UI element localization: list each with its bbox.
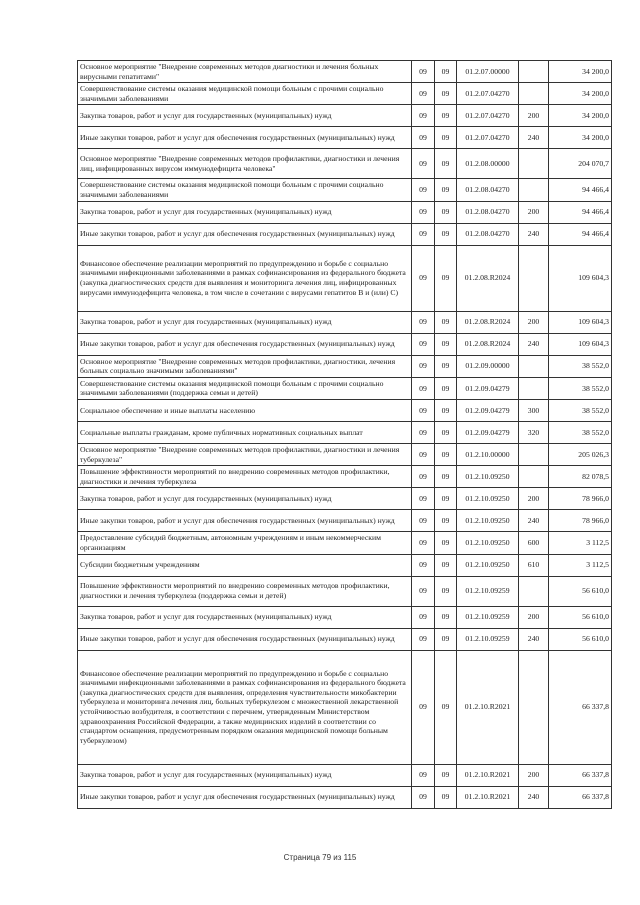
subsection-code-cell: 09 xyxy=(435,83,457,105)
expense-type-cell: 200 xyxy=(519,105,549,127)
table-row xyxy=(78,355,612,377)
subsection-code-cell: 09 xyxy=(435,554,457,576)
expense-name-cell: Совершенствование системы оказания медицинской помощи больным с прочими социально значимыми заболеваниями (поддержка семьи и детей) xyxy=(78,377,412,399)
table-row xyxy=(78,83,612,105)
subsection-code-cell: 09 xyxy=(435,127,457,149)
target-article-cell: 01.2.07.00000 xyxy=(457,61,519,83)
subsection-code-cell: 09 xyxy=(435,510,457,532)
target-article-cell: 01.2.08.00000 xyxy=(457,149,519,179)
section-code-cell: 09 xyxy=(412,61,435,83)
expense-name-cell: Основное мероприятие "Внедрение современных методов профилактики, диагностики и лечения туберкулеза" xyxy=(78,443,412,465)
target-article-cell: 01.2.10.R2021 xyxy=(457,764,519,786)
budget-table-body xyxy=(78,61,612,809)
amount-cell: 66 337,8 xyxy=(549,650,612,764)
expense-name-cell: Закупка товаров, работ и услуг для государственных (муниципальных) нужд xyxy=(78,606,412,628)
subsection-code-cell: 09 xyxy=(435,223,457,245)
target-article-cell: 01.2.08.R2024 xyxy=(457,333,519,355)
expense-type-cell: 300 xyxy=(519,399,549,421)
target-article-cell: 01.2.09.04279 xyxy=(457,399,519,421)
section-code-cell: 09 xyxy=(412,377,435,399)
amount-cell: 56 610,0 xyxy=(549,628,612,650)
amount-cell: 109 604,3 xyxy=(549,333,612,355)
budget-table-container xyxy=(77,60,611,809)
expense-type-cell xyxy=(519,83,549,105)
target-article-cell: 01.2.07.04270 xyxy=(457,83,519,105)
amount-cell: 204 070,7 xyxy=(549,149,612,179)
target-article-cell: 01.2.09.04279 xyxy=(457,421,519,443)
amount-cell: 34 200,0 xyxy=(549,83,612,105)
expense-type-cell xyxy=(519,576,549,606)
expense-type-cell xyxy=(519,149,549,179)
table-row xyxy=(78,311,612,333)
amount-cell: 38 552,0 xyxy=(549,421,612,443)
expense-type-cell: 240 xyxy=(519,628,549,650)
expense-type-cell: 240 xyxy=(519,127,549,149)
subsection-code-cell: 09 xyxy=(435,105,457,127)
section-code-cell: 09 xyxy=(412,201,435,223)
section-code-cell: 09 xyxy=(412,628,435,650)
expense-type-cell: 200 xyxy=(519,606,549,628)
target-article-cell: 01.2.08.R2024 xyxy=(457,311,519,333)
table-row xyxy=(78,149,612,179)
expense-name-cell: Закупка товаров, работ и услуг для государственных (муниципальных) нужд xyxy=(78,201,412,223)
amount-cell: 66 337,8 xyxy=(549,786,612,808)
table-row xyxy=(78,333,612,355)
expense-type-cell xyxy=(519,466,549,488)
expense-type-cell xyxy=(519,650,549,764)
amount-cell: 109 604,3 xyxy=(549,245,612,311)
table-row xyxy=(78,201,612,223)
subsection-code-cell: 09 xyxy=(435,355,457,377)
target-article-cell: 01.2.10.09259 xyxy=(457,606,519,628)
expense-name-cell: Совершенствование системы оказания медицинской помощи больным с прочими социально значимыми заболеваниями xyxy=(78,83,412,105)
expense-type-cell xyxy=(519,443,549,465)
target-article-cell: 01.2.09.00000 xyxy=(457,355,519,377)
section-code-cell: 09 xyxy=(412,399,435,421)
expense-type-cell: 600 xyxy=(519,532,549,554)
expense-type-cell xyxy=(519,377,549,399)
page-number: Страница 79 из 115 xyxy=(283,853,357,862)
table-row xyxy=(78,510,612,532)
subsection-code-cell: 09 xyxy=(435,532,457,554)
subsection-code-cell: 09 xyxy=(435,179,457,201)
section-code-cell: 09 xyxy=(412,510,435,532)
subsection-code-cell: 09 xyxy=(435,61,457,83)
table-row xyxy=(78,764,612,786)
subsection-code-cell: 09 xyxy=(435,149,457,179)
table-row xyxy=(78,245,612,311)
expense-type-cell: 240 xyxy=(519,223,549,245)
expense-name-cell: Закупка товаров, работ и услуг для государственных (муниципальных) нужд xyxy=(78,311,412,333)
expense-name-cell: Социальные выплаты гражданам, кроме публичных нормативных социальных выплат xyxy=(78,421,412,443)
expense-name-cell: Иные закупки товаров, работ и услуг для обеспечения государственных (муниципальных) нужд xyxy=(78,333,412,355)
section-code-cell: 09 xyxy=(412,355,435,377)
section-code-cell: 09 xyxy=(412,488,435,510)
expense-name-cell: Иные закупки товаров, работ и услуг для обеспечения государственных (муниципальных) нужд xyxy=(78,223,412,245)
amount-cell: 56 610,0 xyxy=(549,606,612,628)
expense-type-cell xyxy=(519,179,549,201)
expense-name-cell: Закупка товаров, работ и услуг для государственных (муниципальных) нужд xyxy=(78,105,412,127)
target-article-cell: 01.2.09.04279 xyxy=(457,377,519,399)
subsection-code-cell: 09 xyxy=(435,606,457,628)
expense-type-cell xyxy=(519,61,549,83)
section-code-cell: 09 xyxy=(412,333,435,355)
expense-name-cell: Совершенствование системы оказания медицинской помощи больным с прочими социально значимыми заболеваниями xyxy=(78,179,412,201)
target-article-cell: 01.2.10.09250 xyxy=(457,466,519,488)
expense-name-cell: Иные закупки товаров, работ и услуг для обеспечения государственных (муниципальных) нужд xyxy=(78,786,412,808)
section-code-cell: 09 xyxy=(412,149,435,179)
section-code-cell: 09 xyxy=(412,421,435,443)
expense-name-cell: Предоставление субсидий бюджетным, автономным учреждениям и иным некоммерческим организациям xyxy=(78,532,412,554)
table-row xyxy=(78,443,612,465)
target-article-cell: 01.2.10.R2021 xyxy=(457,650,519,764)
target-article-cell: 01.2.10.09250 xyxy=(457,532,519,554)
amount-cell: 34 200,0 xyxy=(549,61,612,83)
table-row xyxy=(78,466,612,488)
expense-type-cell xyxy=(519,245,549,311)
section-code-cell: 09 xyxy=(412,532,435,554)
target-article-cell: 01.2.08.R2024 xyxy=(457,245,519,311)
expense-name-cell: Финансовое обеспечение реализации мероприятий по предупреждению и борьбе с социально значимыми инфекционными заболеваниями в рамках софинансирования из федерального бюджета (закупка диагностических средств для выявления, определения чувствительности микобактерии туберкулеза и мониторинга лечения лиц, больных туберкулезом с множественной лекарственной устойчивостью возбудителя, в соответствии с перечнем, утвержденным Министерством здравоохранения Российской Федерации, а также медицинских изделий в соответствии со стандартом оснащения, предусмотренным порядком оказания медицинской помощи больным туберкулезом) xyxy=(78,650,412,764)
subsection-code-cell: 09 xyxy=(435,245,457,311)
target-article-cell: 01.2.10.09250 xyxy=(457,554,519,576)
expense-type-cell: 320 xyxy=(519,421,549,443)
expense-type-cell: 200 xyxy=(519,311,549,333)
amount-cell: 34 200,0 xyxy=(549,127,612,149)
expense-type-cell: 200 xyxy=(519,764,549,786)
expense-type-cell: 610 xyxy=(519,554,549,576)
table-row xyxy=(78,532,612,554)
expense-name-cell: Основное мероприятие "Внедрение современных методов профилактики, диагностики, лечения больных социально значимыми заболеваниями" xyxy=(78,355,412,377)
table-row xyxy=(78,576,612,606)
amount-cell: 3 112,5 xyxy=(549,532,612,554)
target-article-cell: 01.2.10.09250 xyxy=(457,488,519,510)
target-article-cell: 01.2.08.04270 xyxy=(457,179,519,201)
amount-cell: 94 466,4 xyxy=(549,223,612,245)
amount-cell: 38 552,0 xyxy=(549,377,612,399)
expense-name-cell: Закупка товаров, работ и услуг для государственных (муниципальных) нужд xyxy=(78,764,412,786)
section-code-cell: 09 xyxy=(412,764,435,786)
section-code-cell: 09 xyxy=(412,466,435,488)
expense-type-cell xyxy=(519,355,549,377)
amount-cell: 94 466,4 xyxy=(549,201,612,223)
table-row xyxy=(78,105,612,127)
table-row xyxy=(78,421,612,443)
expense-name-cell: Иные закупки товаров, работ и услуг для обеспечения государственных (муниципальных) нужд xyxy=(78,510,412,532)
subsection-code-cell: 09 xyxy=(435,377,457,399)
section-code-cell: 09 xyxy=(412,311,435,333)
expense-name-cell: Финансовое обеспечение реализации мероприятий по предупреждению и борьбе с социально значимыми инфекционными заболеваниями в рамках софинансирования из федерального бюджета (закупка диагностических средств для выявления и мониторинга лечения лиц, инфицированных вирусами иммунодефицита человека, в том числе в сочетании с вирусами гепатитов В и (или) С) xyxy=(78,245,412,311)
section-code-cell: 09 xyxy=(412,179,435,201)
section-code-cell: 09 xyxy=(412,606,435,628)
subsection-code-cell: 09 xyxy=(435,311,457,333)
target-article-cell: 01.2.10.00000 xyxy=(457,443,519,465)
amount-cell: 3 112,5 xyxy=(549,554,612,576)
target-article-cell: 01.2.10.09250 xyxy=(457,510,519,532)
expense-name-cell: Повышение эффективности мероприятий по внедрению современных методов профилактики, диагностики и лечения туберкулеза xyxy=(78,466,412,488)
expense-name-cell: Повышение эффективности мероприятий по внедрению современных методов профилактики, диагностики и лечения туберкулеза (поддержка семьи и детей) xyxy=(78,576,412,606)
table-row xyxy=(78,223,612,245)
table-row xyxy=(78,786,612,808)
section-code-cell: 09 xyxy=(412,443,435,465)
section-code-cell: 09 xyxy=(412,127,435,149)
section-code-cell: 09 xyxy=(412,650,435,764)
table-row xyxy=(78,628,612,650)
expense-type-cell: 200 xyxy=(519,201,549,223)
expense-type-cell: 240 xyxy=(519,333,549,355)
subsection-code-cell: 09 xyxy=(435,399,457,421)
section-code-cell: 09 xyxy=(412,786,435,808)
subsection-code-cell: 09 xyxy=(435,628,457,650)
expense-type-cell: 240 xyxy=(519,786,549,808)
subsection-code-cell: 09 xyxy=(435,764,457,786)
amount-cell: 94 466,4 xyxy=(549,179,612,201)
expense-name-cell: Иные закупки товаров, работ и услуг для обеспечения государственных (муниципальных) нужд xyxy=(78,628,412,650)
subsection-code-cell: 09 xyxy=(435,466,457,488)
amount-cell: 56 610,0 xyxy=(549,576,612,606)
subsection-code-cell: 09 xyxy=(435,201,457,223)
amount-cell: 78 966,0 xyxy=(549,510,612,532)
table-row xyxy=(78,554,612,576)
expense-type-cell: 240 xyxy=(519,510,549,532)
amount-cell: 205 026,3 xyxy=(549,443,612,465)
subsection-code-cell: 09 xyxy=(435,786,457,808)
target-article-cell: 01.2.10.09259 xyxy=(457,628,519,650)
target-article-cell: 01.2.07.04270 xyxy=(457,105,519,127)
table-row xyxy=(78,377,612,399)
target-article-cell: 01.2.10.R2021 xyxy=(457,786,519,808)
table-row xyxy=(78,61,612,83)
expense-name-cell: Закупка товаров, работ и услуг для государственных (муниципальных) нужд xyxy=(78,488,412,510)
budget-table xyxy=(77,60,612,809)
table-row xyxy=(78,488,612,510)
expense-name-cell: Социальное обеспечение и иные выплаты населению xyxy=(78,399,412,421)
target-article-cell: 01.2.10.09259 xyxy=(457,576,519,606)
section-code-cell: 09 xyxy=(412,105,435,127)
expense-name-cell: Субсидии бюджетным учреждениям xyxy=(78,554,412,576)
table-row xyxy=(78,399,612,421)
amount-cell: 78 966,0 xyxy=(549,488,612,510)
table-row xyxy=(78,179,612,201)
subsection-code-cell: 09 xyxy=(435,576,457,606)
subsection-code-cell: 09 xyxy=(435,650,457,764)
table-row xyxy=(78,606,612,628)
section-code-cell: 09 xyxy=(412,576,435,606)
table-row xyxy=(78,127,612,149)
subsection-code-cell: 09 xyxy=(435,488,457,510)
amount-cell: 66 337,8 xyxy=(549,764,612,786)
amount-cell: 109 604,3 xyxy=(549,311,612,333)
amount-cell: 34 200,0 xyxy=(549,105,612,127)
amount-cell: 38 552,0 xyxy=(549,399,612,421)
target-article-cell: 01.2.08.04270 xyxy=(457,223,519,245)
amount-cell: 82 078,5 xyxy=(549,466,612,488)
section-code-cell: 09 xyxy=(412,223,435,245)
amount-cell: 38 552,0 xyxy=(549,355,612,377)
target-article-cell: 01.2.07.04270 xyxy=(457,127,519,149)
subsection-code-cell: 09 xyxy=(435,443,457,465)
section-code-cell: 09 xyxy=(412,83,435,105)
table-row xyxy=(78,650,612,764)
expense-name-cell: Основное мероприятие "Внедрение современных методов диагностики и лечения больных вирусными гепатитами" xyxy=(78,61,412,83)
target-article-cell: 01.2.08.04270 xyxy=(457,201,519,223)
section-code-cell: 09 xyxy=(412,554,435,576)
expense-name-cell: Иные закупки товаров, работ и услуг для обеспечения государственных (муниципальных) нужд xyxy=(78,127,412,149)
subsection-code-cell: 09 xyxy=(435,421,457,443)
expense-name-cell: Основное мероприятие "Внедрение современных методов профилактики, диагностики и лечения лиц, инфицированных вирусом иммунодефицита человека" xyxy=(78,149,412,179)
subsection-code-cell: 09 xyxy=(435,333,457,355)
expense-type-cell: 200 xyxy=(519,488,549,510)
section-code-cell: 09 xyxy=(412,245,435,311)
